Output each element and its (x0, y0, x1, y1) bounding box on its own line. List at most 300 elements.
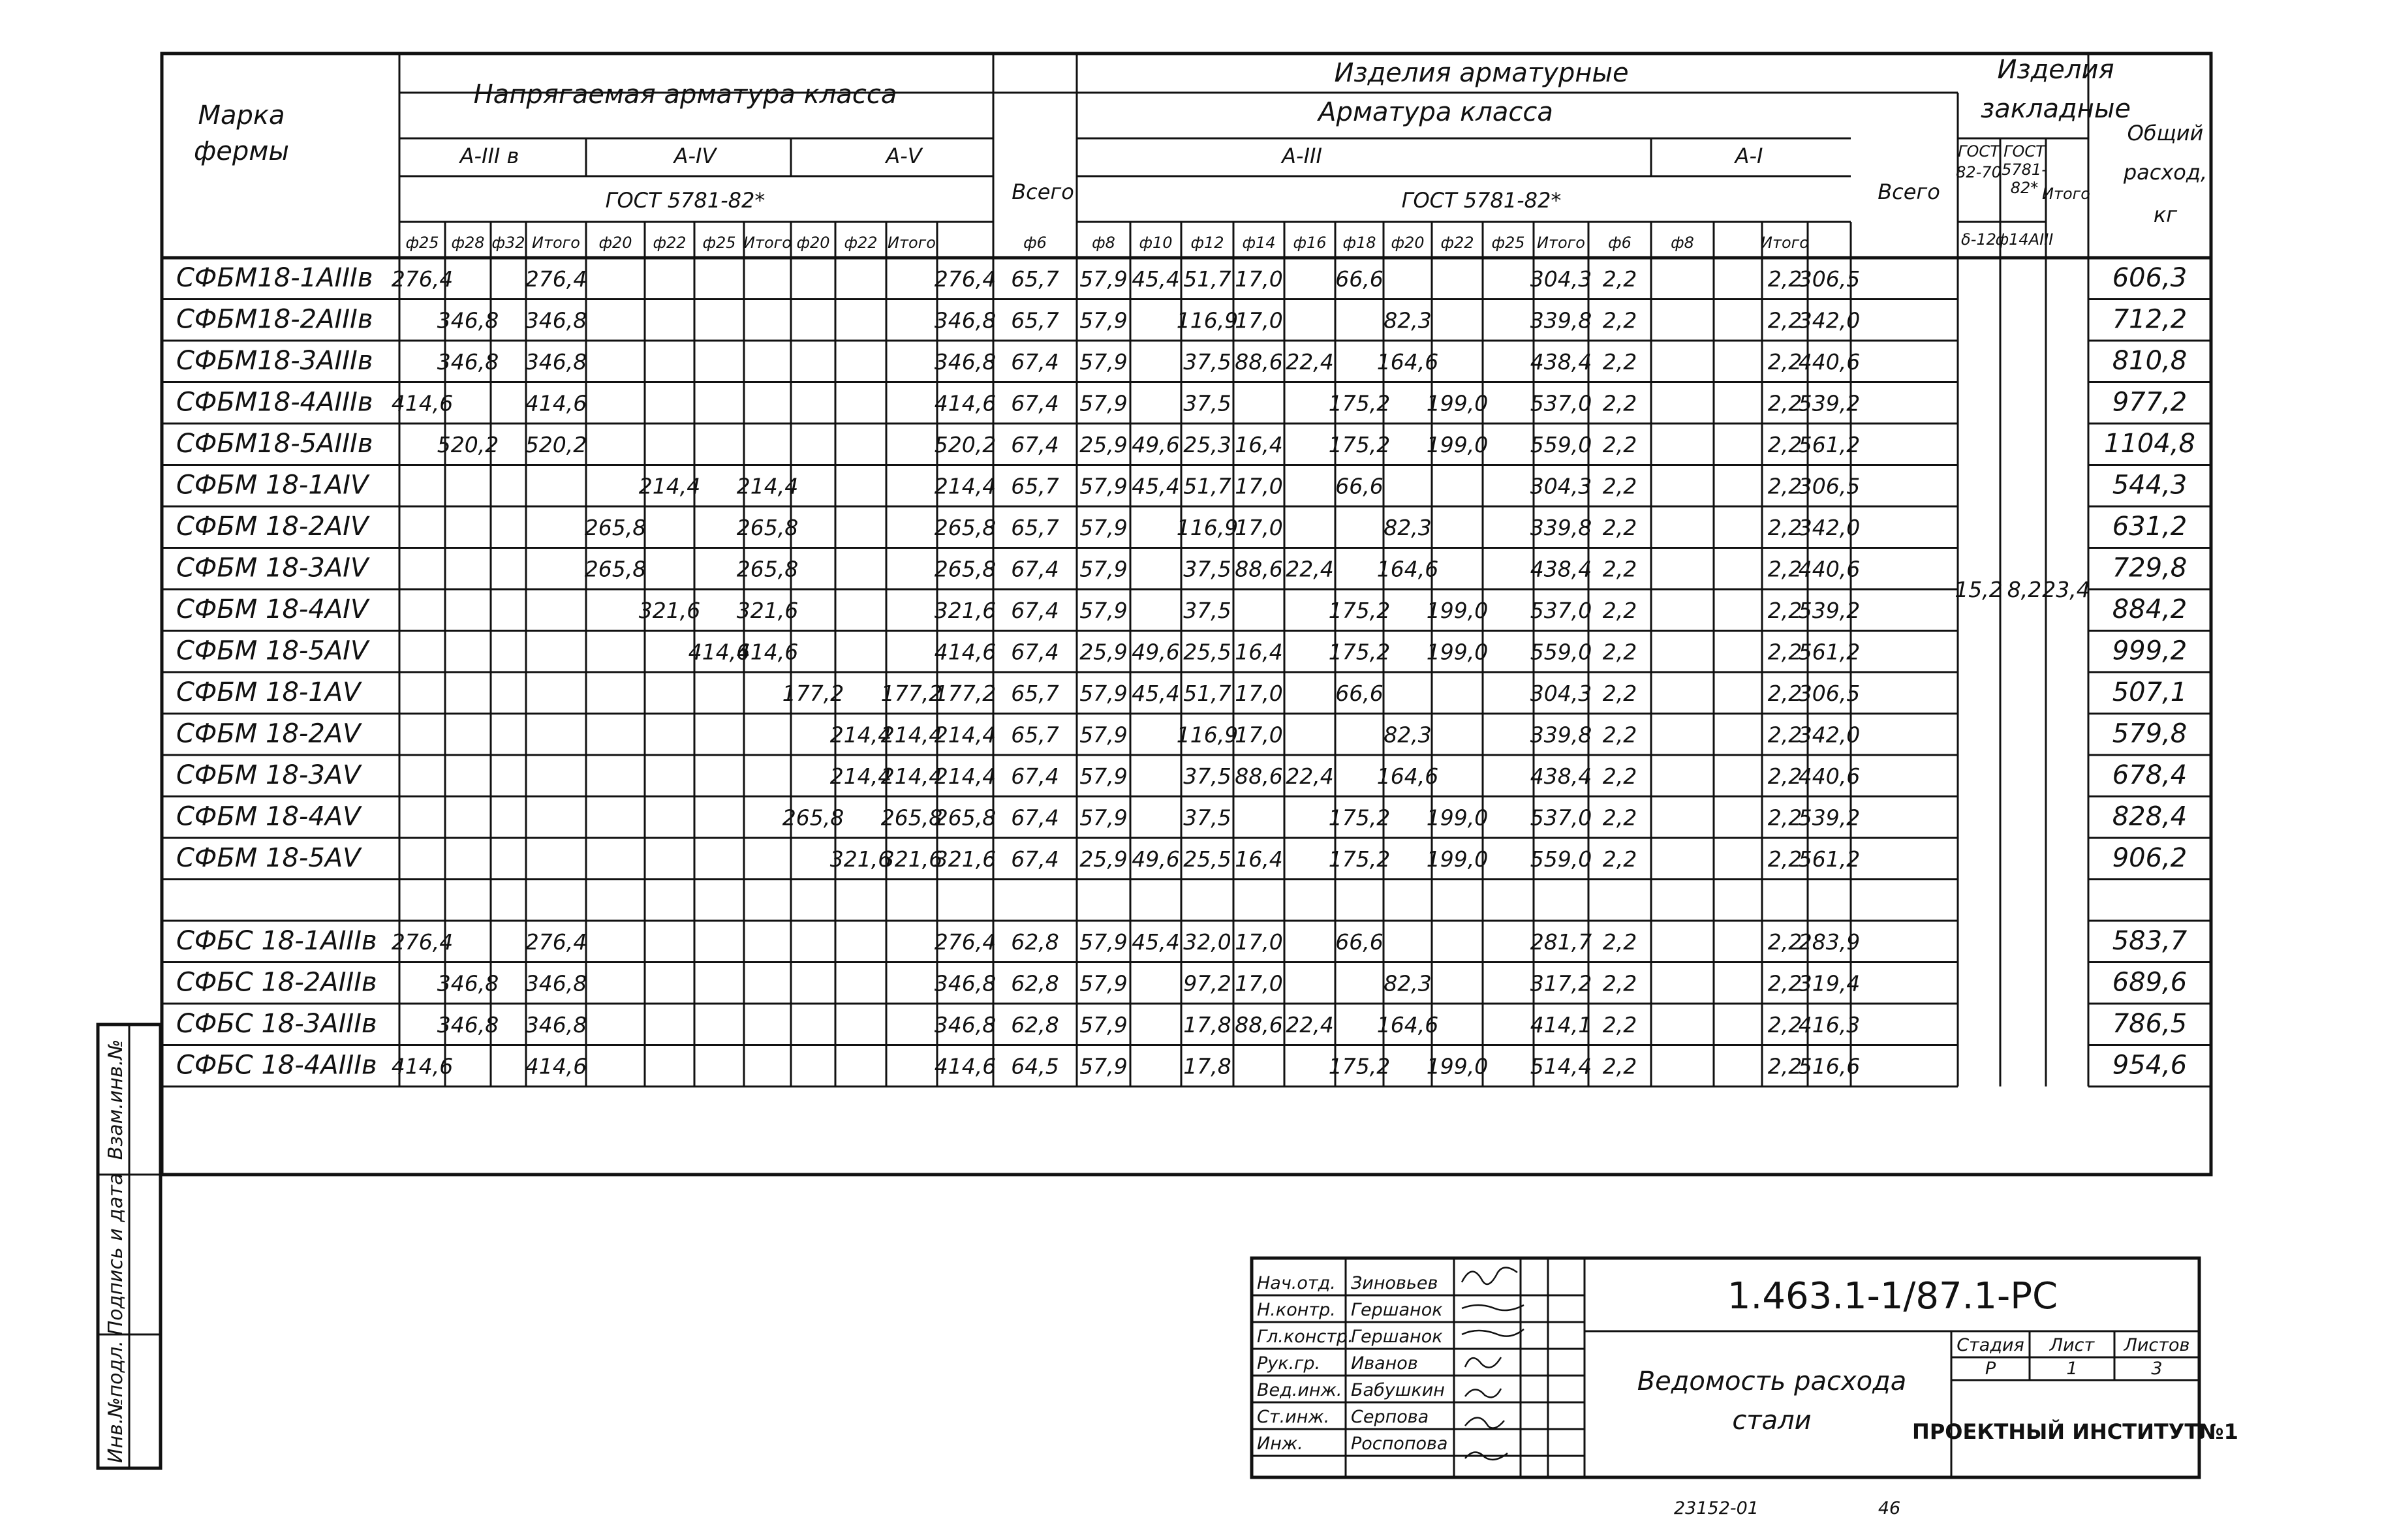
table-cell: 17,0 (1235, 473, 1283, 499)
table-cell: 37,5 (1183, 805, 1231, 831)
class-a3v-label: А-III в (459, 144, 519, 168)
table-cell: 177,2 (782, 681, 844, 706)
row-mark: СФБС 18-3АIIIв (176, 1009, 377, 1039)
table-cell: 2,2 (1602, 349, 1637, 375)
embedded-diam-2: ф14АIII (1995, 230, 2054, 249)
total-consumption-label-2: расход, (2123, 160, 2208, 185)
table-cell: 199,0 (1426, 805, 1489, 831)
row-total: 712,2 (2112, 304, 2188, 335)
table-cell: 16,4 (1235, 639, 1283, 665)
row-total: 579,8 (2112, 718, 2188, 749)
table-cell: 2,2 (1767, 639, 1802, 665)
table-cell: 25,3 (1183, 432, 1231, 457)
table-cell: 22,4 (1286, 556, 1334, 582)
stamp-role: Инж. (1257, 1434, 1303, 1454)
class-a1-label: А-I (1735, 144, 1763, 168)
table-cell: 25,9 (1079, 846, 1128, 872)
table-cell: 82,3 (1384, 515, 1432, 540)
table-cell: 116,9 (1176, 307, 1239, 333)
row-total: 544,3 (2112, 470, 2188, 501)
table-cell: 276,4 (934, 929, 997, 955)
table-cell: 199,0 (1426, 598, 1489, 623)
diameter-header: ф20 (1391, 234, 1425, 252)
row-total: 729,8 (2112, 553, 2188, 583)
table-cell: 2,2 (1602, 805, 1637, 831)
signature-date-label: Подпись и дата (104, 1173, 127, 1336)
gost-embedded-2-l1: ГОСТ (2003, 142, 2045, 161)
stamp-role: Гл.констр. (1257, 1327, 1353, 1347)
row-total: 810,8 (2112, 346, 2188, 376)
table-cell: 346,8 (437, 349, 499, 375)
table-cell: 2,2 (1767, 805, 1802, 831)
table-cell: 45,4 (1132, 266, 1180, 292)
table-cell: 265,8 (584, 515, 647, 540)
table-cell: 520,2 (934, 432, 997, 457)
table-cell: 67,4 (1011, 349, 1059, 375)
table-cell: 214,4 (736, 473, 799, 499)
title-block (1252, 1258, 2238, 1477)
table-cell: 67,4 (1011, 598, 1059, 623)
table-cell: 276,4 (525, 266, 587, 292)
table-cell: 45,4 (1132, 681, 1180, 706)
table-cell: 214,4 (880, 722, 943, 748)
diameter-header: ф20 (796, 234, 830, 252)
table-cell: 2,2 (1602, 1053, 1637, 1079)
row-total: 583,7 (2112, 926, 2188, 956)
table-cell: 62,8 (1011, 1012, 1059, 1038)
embedded-diam-1: δ-12 (1961, 230, 1996, 249)
table-cell: 339,8 (1530, 722, 1592, 748)
table-cell: 265,8 (934, 515, 997, 540)
table-cell: 57,9 (1079, 722, 1128, 748)
gost-embedded-2-l3: 82* (2010, 179, 2039, 197)
table-cell: 49,6 (1132, 432, 1180, 457)
table-cell: 321,6 (638, 598, 701, 623)
table-cell: 306,5 (1798, 266, 1861, 292)
table-cell: 559,0 (1530, 432, 1592, 457)
row-total: 786,5 (2112, 1009, 2188, 1039)
row-mark: СФБМ 18-2АIV (176, 512, 369, 542)
table-cell: 66,6 (1335, 681, 1384, 706)
table-cell: 516,6 (1798, 1053, 1861, 1079)
table-cell: 539,2 (1798, 390, 1861, 416)
table-cell: 2,2 (1767, 307, 1802, 333)
table-row (176, 305, 2187, 335)
table-cell: 199,0 (1426, 639, 1489, 665)
class-a4-label: А-IV (673, 144, 717, 168)
table-cell: 199,0 (1426, 846, 1489, 872)
stage-value: Р (1985, 1359, 1996, 1379)
table-cell: 414,6 (525, 1053, 587, 1079)
table-cell: 88,6 (1235, 556, 1283, 582)
embedded-gost1-value: 15,2 (1955, 577, 2003, 602)
table-cell: 520,2 (525, 432, 587, 457)
table-cell: 339,8 (1530, 307, 1592, 333)
diameter-header: ф6 (1608, 234, 1632, 252)
diameter-header: ф28 (451, 234, 485, 252)
diameter-header: ф14 (1242, 234, 1276, 252)
table-cell: 440,6 (1798, 349, 1861, 375)
table-cell: 561,2 (1798, 639, 1861, 665)
diameter-header: ф32 (491, 234, 525, 252)
table-cell: 88,6 (1235, 763, 1283, 789)
diameter-header: ф12 (1190, 234, 1224, 252)
table-cell: 25,9 (1079, 432, 1128, 457)
table-cell: 559,0 (1530, 846, 1592, 872)
table-cell: 45,4 (1132, 473, 1180, 499)
table-cell: 67,4 (1011, 805, 1059, 831)
table-cell: 2,2 (1767, 846, 1802, 872)
organization-name: ПРОЕКТНЫЙ ИНСТИТУТ№1 (1912, 1419, 2238, 1444)
table-cell: 57,9 (1079, 556, 1128, 582)
row-mark: СФБС 18-4АIIIв (176, 1050, 377, 1081)
diameter-header: ф25 (405, 234, 439, 252)
table-cell: 321,6 (829, 846, 892, 872)
sheet-title-line-1: Ведомость расхода (1637, 1366, 1907, 1396)
table-cell: 342,0 (1798, 307, 1861, 333)
class-a3-label: А-III (1282, 144, 1322, 168)
table-cell: 346,8 (934, 1012, 997, 1038)
table-cell: 16,4 (1235, 846, 1283, 872)
class-a5-label: А-V (886, 144, 922, 168)
embedded-parts-values (1955, 577, 2090, 602)
table-cell: 57,9 (1079, 349, 1128, 375)
table-cell: 559,0 (1530, 639, 1592, 665)
table-cell: 2,2 (1767, 266, 1802, 292)
table-cell: 265,8 (782, 805, 844, 831)
marka-label-1: Марка (198, 100, 285, 131)
table-cell: 2,2 (1602, 639, 1637, 665)
table-cell: 64,5 (1011, 1053, 1059, 1079)
stamp-row (1252, 1300, 1585, 1322)
table-cell: 276,4 (391, 929, 454, 955)
table-cell: 22,4 (1286, 763, 1334, 789)
table-cell: 214,4 (880, 763, 943, 789)
table-cell: 97,2 (1183, 970, 1231, 996)
row-total: 689,6 (2112, 967, 2188, 998)
table-cell: 17,0 (1235, 722, 1283, 748)
table-cell: 414,6 (934, 1053, 997, 1079)
table-row (176, 512, 2187, 542)
table-cell: 45,4 (1132, 929, 1180, 955)
table-cell: 414,6 (934, 390, 997, 416)
embedded-parts-label-2: закладные (1980, 94, 2131, 124)
table-cell: 65,7 (1011, 266, 1059, 292)
table-cell: 2,2 (1767, 1012, 1802, 1038)
table-cell: 440,6 (1798, 763, 1861, 789)
table-cell: 265,8 (736, 515, 799, 540)
diameter-header: ф8 (1092, 234, 1115, 252)
table-cell: 37,5 (1183, 556, 1231, 582)
table-cell: 414,6 (688, 639, 750, 665)
table-cell: 66,6 (1335, 929, 1384, 955)
sheets-count-header: Листов (2124, 1335, 2190, 1355)
table-cell: 319,4 (1798, 970, 1861, 996)
embedded-parts-label-1: Изделия (1997, 55, 2114, 85)
table-cell: 116,9 (1176, 515, 1239, 540)
table-cell: 17,0 (1235, 515, 1283, 540)
table-cell: 321,6 (880, 846, 943, 872)
table-cell: 440,6 (1798, 556, 1861, 582)
table-cell: 414,6 (525, 390, 587, 416)
table-cell: 265,8 (880, 805, 943, 831)
table-cell: 539,2 (1798, 805, 1861, 831)
table-cell: 65,7 (1011, 681, 1059, 706)
table-cell: 214,4 (829, 722, 892, 748)
table-cell: 2,2 (1602, 556, 1637, 582)
table-cell: 276,4 (525, 929, 587, 955)
row-total: 828,4 (2112, 801, 2188, 832)
table-cell: 164,6 (1376, 556, 1439, 582)
document-code: 1.463.1-1/87.1-РС (1727, 1275, 2058, 1317)
row-mark: СФБМ18-3АIIIв (176, 346, 373, 376)
table-cell: 67,4 (1011, 846, 1059, 872)
table-cell: 177,2 (880, 681, 943, 706)
table-cell: 17,0 (1235, 929, 1283, 955)
stamp-role: Вед.инж. (1257, 1380, 1342, 1400)
diameter-header: Итого (743, 234, 792, 252)
table-cell: 539,2 (1798, 598, 1861, 623)
table-cell: 414,6 (934, 639, 997, 665)
embedded-gost2-value: 8,2 (2007, 577, 2042, 602)
archive-number: 23152-01 (1674, 1498, 1759, 1518)
total-consumption-label-3: кг (2153, 202, 2178, 227)
table-cell: 2,2 (1602, 307, 1637, 333)
sheet-title-line-2: стали (1732, 1406, 1812, 1436)
table-cell: 57,9 (1079, 805, 1128, 831)
table-cell: 414,6 (391, 390, 454, 416)
stamp-role: Нач.отд. (1257, 1273, 1336, 1293)
marka-label-2: фермы (194, 136, 289, 166)
row-mark: СФБМ 18-4АV (176, 801, 361, 832)
table-cell: 214,4 (934, 473, 997, 499)
table-cell: 57,9 (1079, 970, 1128, 996)
table-cell: 57,9 (1079, 390, 1128, 416)
table-cell: 37,5 (1183, 390, 1231, 416)
table-cell: 175,2 (1328, 598, 1391, 623)
stamp-name: Гершанок (1351, 1327, 1443, 1347)
stamp-name: Роспопова (1351, 1434, 1448, 1454)
table-cell: 164,6 (1376, 1012, 1439, 1038)
table-cell: 2,2 (1602, 722, 1637, 748)
row-mark: СФБМ18-5АIIIв (176, 429, 373, 459)
table-cell: 346,8 (525, 307, 587, 333)
stamp-row (1252, 1380, 1585, 1402)
row-mark: СФБМ 18-1АIV (176, 470, 369, 501)
table-cell: 82,3 (1384, 307, 1432, 333)
table-cell: 214,4 (934, 763, 997, 789)
row-mark: СФБМ18-1АIIIв (176, 263, 373, 293)
gost-embedded-1-l2: 82-70 (1956, 163, 2002, 181)
diameter-header: ф10 (1139, 234, 1173, 252)
table-cell: 416,3 (1798, 1012, 1861, 1038)
table-cell: 32,0 (1183, 929, 1231, 955)
table-cell: 65,7 (1011, 515, 1059, 540)
rebar-products-heading: Изделия арматурные (1334, 58, 1629, 88)
prestressed-rebar-heading: Напрягаемая арматура класса (473, 80, 897, 110)
row-total: 507,1 (2112, 677, 2188, 707)
table-cell: 2,2 (1767, 473, 1802, 499)
table-cell: 304,3 (1530, 681, 1592, 706)
table-cell: 414,1 (1530, 1012, 1592, 1038)
table-cell: 57,9 (1079, 473, 1128, 499)
stamp-name: Гершанок (1351, 1300, 1443, 1320)
table-cell: 2,2 (1767, 970, 1802, 996)
table-cell: 321,6 (934, 598, 997, 623)
table-cell: 116,9 (1176, 722, 1239, 748)
row-total: 977,2 (2112, 387, 2188, 418)
table-cell: 17,0 (1235, 307, 1283, 333)
table-cell: 57,9 (1079, 266, 1128, 292)
row-total: 1104,8 (2104, 429, 2195, 459)
stamp-row (1252, 1327, 1585, 1349)
table-cell: 65,7 (1011, 722, 1059, 748)
row-total: 999,2 (2112, 636, 2188, 666)
table-cell: 346,8 (525, 970, 587, 996)
table-cell: 281,7 (1530, 929, 1592, 955)
table-cell: 2,2 (1767, 722, 1802, 748)
table-cell: 2,2 (1767, 515, 1802, 540)
table-cell: 51,7 (1183, 681, 1231, 706)
table-cell: 82,3 (1384, 722, 1432, 748)
table-cell: 175,2 (1328, 639, 1391, 665)
row-mark: СФБМ 18-1АV (176, 677, 361, 707)
table-cell: 51,7 (1183, 266, 1231, 292)
gost-prestressed-label: ГОСТ 5781-82* (605, 188, 765, 213)
table-cell: 25,5 (1183, 846, 1231, 872)
table-cell: 561,2 (1798, 432, 1861, 457)
table-cell: 65,7 (1011, 473, 1059, 499)
table-cell: 67,4 (1011, 639, 1059, 665)
table-cell: 57,9 (1079, 763, 1128, 789)
stamp-role: Н.контр. (1257, 1300, 1336, 1320)
products-total-header: Всего (1878, 179, 1940, 204)
table-cell: 57,9 (1079, 1012, 1128, 1038)
table-cell: 346,8 (525, 349, 587, 375)
table-cell: 346,8 (934, 307, 997, 333)
table-cell: 321,6 (934, 846, 997, 872)
embedded-itogo-header: Итого (2042, 185, 2090, 203)
stamp-role: Ст.инж. (1257, 1407, 1330, 1427)
stamp-row (1252, 1353, 1585, 1376)
row-mark: СФБС 18-1АIIIв (176, 926, 377, 956)
table-cell: 164,6 (1376, 349, 1439, 375)
table-cell: 2,2 (1602, 681, 1637, 706)
diameter-header: ф6 (1023, 234, 1047, 252)
table-cell: 346,8 (437, 1012, 499, 1038)
row-mark: СФБМ 18-5АV (176, 843, 361, 873)
table-cell: 265,8 (736, 556, 799, 582)
replaced-inventory-label: Взам.инв.№ (104, 1039, 127, 1160)
stamp-role: Рук.гр. (1257, 1353, 1321, 1374)
table-cell: 199,0 (1426, 1053, 1489, 1079)
table-cell: 346,8 (437, 307, 499, 333)
table-cell: 88,6 (1235, 1012, 1283, 1038)
table-cell: 175,2 (1328, 432, 1391, 457)
diameter-header-row (405, 234, 1808, 252)
row-mark: СФБМ18-2АIIIв (176, 304, 373, 335)
table-cell: 346,8 (934, 349, 997, 375)
diameter-header: ф18 (1342, 234, 1376, 252)
table-cell: 276,4 (934, 266, 997, 292)
table-cell: 37,5 (1183, 763, 1231, 789)
stamp-row (1252, 1273, 1585, 1295)
table-cell: 66,6 (1335, 266, 1384, 292)
row-total: 906,2 (2112, 843, 2188, 873)
stamp-people-rows (1252, 1273, 1585, 1456)
table-cell: 67,4 (1011, 390, 1059, 416)
table-cell: 2,2 (1767, 681, 1802, 706)
table-cell: 66,6 (1335, 473, 1384, 499)
table-cell: 25,5 (1183, 639, 1231, 665)
table-row (176, 429, 2195, 459)
diameter-header: ф22 (653, 234, 687, 252)
table-cell: 175,2 (1328, 846, 1391, 872)
original-inventory-label: Инв.№подл. (104, 1340, 127, 1463)
table-cell: 175,2 (1328, 390, 1391, 416)
table-cell: 175,2 (1328, 1053, 1391, 1079)
row-total: 678,4 (2112, 760, 2188, 790)
stamp-name: Иванов (1351, 1353, 1418, 1374)
diameter-header: Итого (532, 234, 580, 252)
row-total: 884,2 (2112, 594, 2188, 624)
diameter-header: ф22 (844, 234, 878, 252)
row-mark: СФБМ 18-2АV (176, 718, 361, 749)
table-cell: 2,2 (1602, 929, 1637, 955)
row-mark: СФБМ 18-5АIV (176, 636, 369, 666)
margin-strip (98, 1024, 161, 1468)
stamp-name: Зиновьев (1351, 1273, 1438, 1293)
table-cell: 265,8 (934, 805, 997, 831)
table-cell: 22,4 (1286, 349, 1334, 375)
table-cell: 339,8 (1530, 515, 1592, 540)
row-mark: СФБМ 18-3АIV (176, 553, 369, 583)
diameter-header: Итого (1761, 234, 1809, 252)
table-cell: 57,9 (1079, 1053, 1128, 1079)
table-cell: 2,2 (1767, 929, 1802, 955)
table-cell: 537,0 (1530, 805, 1592, 831)
table-cell: 57,9 (1079, 515, 1128, 540)
stamp-row (1252, 1434, 1585, 1456)
table-cell: 2,2 (1602, 473, 1637, 499)
table-cell: 214,4 (829, 763, 892, 789)
table-cell: 2,2 (1602, 390, 1637, 416)
table-cell: 520,2 (437, 432, 499, 457)
diameter-header: Итого (1537, 234, 1585, 252)
table-cell: 57,9 (1079, 681, 1128, 706)
table-cell: 88,6 (1235, 349, 1283, 375)
table-cell: 265,8 (584, 556, 647, 582)
table-cell: 49,6 (1132, 846, 1180, 872)
table-cell: 2,2 (1602, 970, 1637, 996)
table-cell: 67,4 (1011, 763, 1059, 789)
table-cell: 561,2 (1798, 846, 1861, 872)
diameter-header: ф20 (598, 234, 632, 252)
diameter-header: ф25 (702, 234, 736, 252)
embedded-itogo-value: 23,4 (2042, 577, 2090, 602)
table-cell: 199,0 (1426, 432, 1489, 457)
table-cell: 2,2 (1767, 598, 1802, 623)
table-cell: 214,4 (638, 473, 701, 499)
table-cell: 2,2 (1767, 390, 1802, 416)
table-cell: 342,0 (1798, 722, 1861, 748)
table-row (176, 719, 2187, 749)
table-cell: 51,7 (1183, 473, 1231, 499)
row-total: 606,3 (2112, 263, 2188, 293)
table-cell: 438,4 (1530, 763, 1592, 789)
gost-embedded-1-l1: ГОСТ (1958, 142, 2000, 161)
row-mark: СФБМ18-4АIIIв (176, 387, 373, 418)
